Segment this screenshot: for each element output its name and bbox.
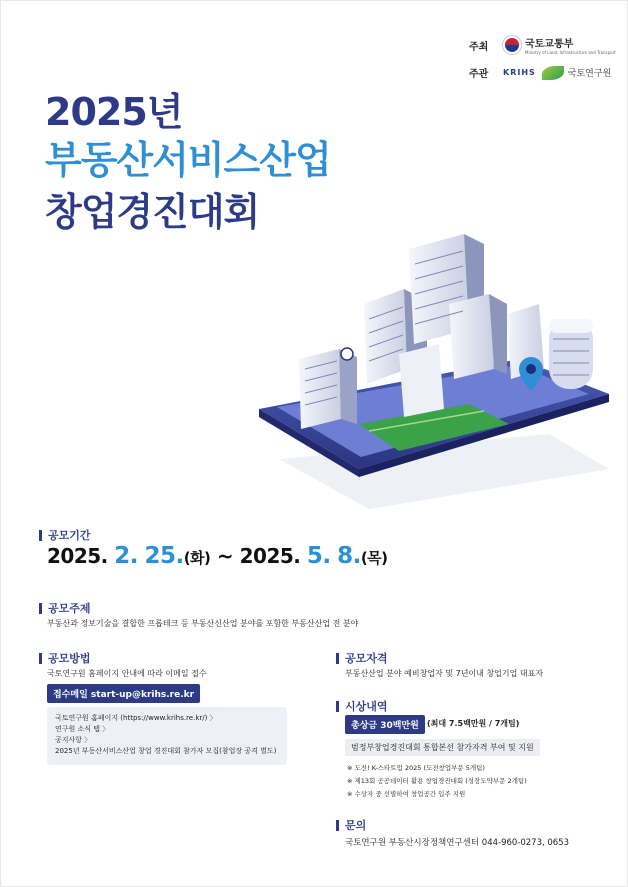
title-sub: 창업경진대회 <box>45 190 260 234</box>
method-heading: 공모방법 <box>39 650 91 666</box>
manager-name: 국토연구원 <box>567 69 612 79</box>
period-dates: 2025. 2. 25.(화) ~ 2025. 5. 8.(목) <box>47 543 388 569</box>
award-note-1: ※ 도전! K-스타트업 2025 (도전창업부문 5개팀) <box>347 764 485 772</box>
organizer-row <box>469 35 616 55</box>
prize-detail: (최대 7.5백만원 / 7개팀) <box>427 719 520 728</box>
eligibility-text: 부동산산업 분야 예비창업자 및 7년이내 창업기업 대표자 <box>345 669 544 678</box>
prize-pill: 총상금 30백만원 <box>345 715 425 734</box>
award-note-2: ※ 제13회 공공데이터 활용 창업경진대회 (성장도약부문 2개팀) <box>347 777 527 785</box>
organizer-name: 국토교통부 <box>525 39 574 50</box>
krihs-leaf-icon <box>542 66 564 80</box>
method-text: 국토연구원 홈페이지 안내에 따라 이메일 접수 <box>47 669 207 678</box>
support-box: 범정부창업경진대회 통합본선 참가자격 부여 및 지원 <box>345 739 540 756</box>
contact-text: 국토연구원 부동산시장정책연구센터 044-960-0273, 0653 <box>345 838 570 848</box>
guide-line-2: 연구원 소식 탭 〉 <box>55 725 110 733</box>
guide-line-1[interactable]: 국토연구원 홈페이지 (https://www.krihs.re.kr/) 〉 <box>55 714 217 722</box>
awards-heading: 시상내역 <box>336 698 388 714</box>
guide-line-3: 공지사항 〉 <box>55 736 92 744</box>
smart-city-illustration <box>249 219 621 519</box>
method-guide-box <box>47 707 287 765</box>
title-year: 2025년 <box>45 90 183 134</box>
taegeuk-emblem-icon <box>503 36 521 54</box>
organizer-label: 주최 <box>469 41 489 53</box>
theme-heading: 공모주제 <box>39 600 91 616</box>
guide-line-4: 2025년 부동산서비스산업 창업 경진대회 참가자 모집(참업장 공격 별도) <box>55 747 277 755</box>
contact-heading: 문의 <box>336 817 366 833</box>
title-main: 부동산서비스산업 <box>45 138 331 182</box>
organizer-sub: Ministry of Land, Infrastructure and Transport <box>525 50 616 55</box>
manager-row <box>469 65 611 80</box>
award-note-3: ※ 수상자 중 선별하여 창업공간 입주 지원 <box>347 790 466 798</box>
theme-text: 부동산과 정보기술을 결합한 프롭테크 등 부동산신산업 분야를 포함한 부동산산업 전 분야 <box>47 619 359 628</box>
molit-logo <box>503 35 616 55</box>
eligibility-heading: 공모자격 <box>336 650 388 666</box>
krihs-abbr: KRIHS <box>503 68 536 77</box>
period-heading: 공모기간 <box>39 527 91 543</box>
manager-label: 주관 <box>469 69 489 80</box>
email-pill[interactable]: 접수메일 start-up@krihs.re.kr <box>47 684 200 703</box>
